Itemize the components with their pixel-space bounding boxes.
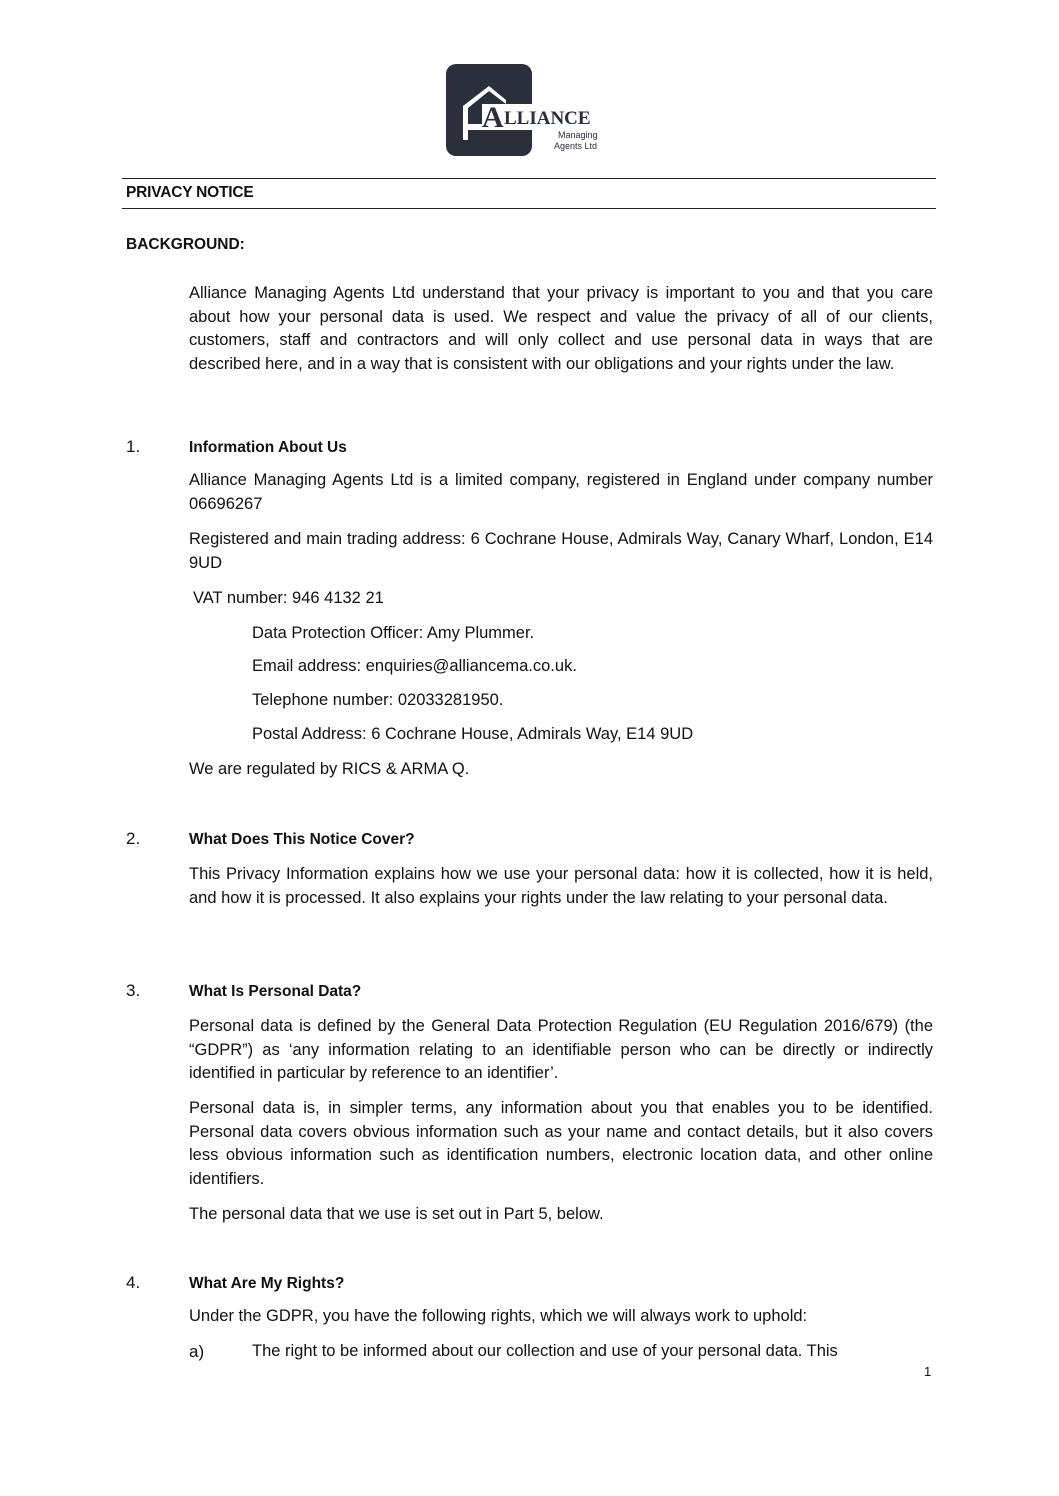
logo-sub1-text: Managing (558, 130, 598, 140)
section-1-regulated: We are regulated by RICS & ARMA Q. (189, 760, 470, 778)
section-4-intro: Under the GDPR, you have the following rights, which we will always work to uphold: (189, 1307, 808, 1325)
page-title: PRIVACY NOTICE (126, 184, 254, 201)
title-bottom-rule (122, 208, 936, 209)
background-heading: BACKGROUND: (126, 236, 245, 253)
logo-name-text: LLIANCE (504, 108, 591, 129)
section-4-item-a-label: a) (189, 1342, 205, 1361)
section-2-heading: What Does This Notice Cover? (189, 831, 415, 848)
section-3-part5-note: The personal data that we use is set out in Part 5, below. (189, 1205, 604, 1223)
section-1-vat: VAT number: 946 4132 21 (193, 589, 384, 607)
section-1-address: Registered and main trading address: 6 Cochrane House, Admirals Way, Canary Wharf, London, E14 9UD (189, 530, 933, 572)
section-1-number: 1. (126, 437, 141, 456)
section-4-number: 4. (126, 1273, 141, 1292)
page-number: 1 (924, 1364, 932, 1379)
title-top-rule (122, 178, 936, 179)
alliance-logo-graphic (446, 64, 616, 156)
section-1-heading: Information About Us (189, 439, 347, 456)
section-1-phone: Telephone number: 02033281950. (252, 691, 504, 709)
section-2-number: 2. (126, 829, 141, 848)
section-3-number: 3. (126, 981, 141, 1000)
section-3-simpler-terms: Personal data is, in simpler terms, any information about you that enables you to be identified. Personal data covers obvious information such as your name and contact details, but it also covers less obvious information such as identification numbers, electronic location data, and other online identifiers. (189, 1099, 933, 1188)
section-1-postal: Postal Address: 6 Cochrane House, Admirals Way, E14 9UD (252, 725, 694, 743)
company-logo (446, 64, 616, 156)
background-text: Alliance Managing Agents Ltd understand that your privacy is important to you and that you care about how your personal data is used. We respect and value the privacy of all of our clients, customers, staff and contractors and will only collect and use personal data in ways that are described here, and in a way that is consistent with our obligations and your rights under the law. (189, 284, 933, 373)
section-3-definition: Personal data is defined by the General Data Protection Regulation (EU Regulation 2016/679) (the “GDPR”) as ‘any information relating to an identifiable person who can be directly or indirectly identified in particular by reference to an identifier’. (189, 1017, 933, 1082)
logo-sub2-text: Agents Ltd (554, 141, 598, 151)
section-2-text: This Privacy Information explains how we use your personal data: how it is collected, how it is held, and how it is processed. It also explains your rights under the law relating to your personal data. (189, 865, 933, 907)
logo-letter-a: A (482, 101, 504, 134)
section-1-dpo: Data Protection Officer: Amy Plummer. (252, 624, 535, 642)
section-3-heading: What Is Personal Data? (189, 983, 362, 1000)
section-4-item-a-text: The right to be informed about our collection and use of your personal data. This (252, 1342, 838, 1360)
section-4-heading: What Are My Rights? (189, 1275, 345, 1292)
section-1-company-info: Alliance Managing Agents Ltd is a limited company, registered in England under company number 06696267 (189, 471, 933, 513)
section-1-email: Email address: enquiries@alliancema.co.uk. (252, 657, 577, 675)
